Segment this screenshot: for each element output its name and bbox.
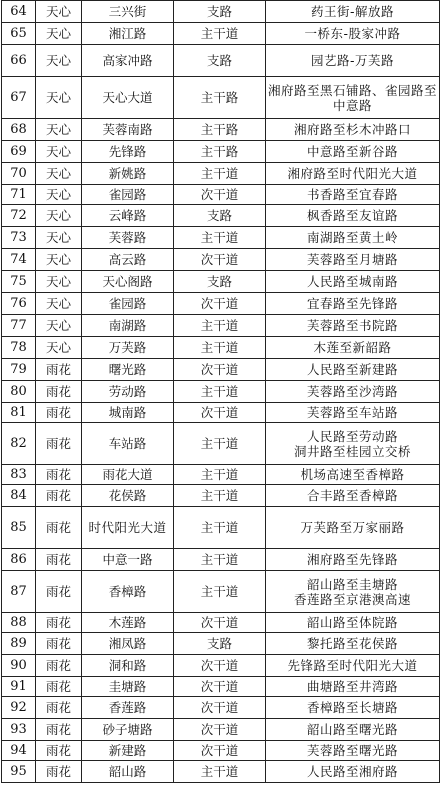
table-row	[2, 423, 440, 465]
road-name-cell: 圭塘路	[82, 677, 174, 697]
road-name-cell: 天心阁路	[82, 271, 174, 293]
table-row	[2, 205, 440, 227]
road-grade-cell: 主干路	[174, 141, 266, 163]
road-name-cell: 花侯路	[82, 485, 174, 507]
district-cell: 天心	[36, 77, 82, 119]
district-cell: 天心	[36, 293, 82, 315]
road-section-cell: 芙蓉路至曙光路	[266, 741, 440, 761]
road-name-cell: 雨花大道	[82, 465, 174, 485]
row-number: 93	[2, 719, 36, 741]
table-row	[2, 485, 440, 507]
road-section-cell: 枫香路至友谊路	[266, 205, 440, 227]
table-row	[2, 359, 440, 381]
road-name-cell: 雀园路	[82, 293, 174, 315]
road-section-cell: 韶山路至圭塘路 香莲路至京港澳高速	[266, 571, 440, 613]
table-row	[2, 337, 440, 359]
road-name-cell: 中意一路	[82, 549, 174, 571]
road-grade-cell: 次干道	[174, 359, 266, 381]
road-name-cell: 时代阳光大道	[82, 507, 174, 549]
row-number: 85	[2, 507, 36, 549]
road-grade-cell: 主干道	[174, 549, 266, 571]
district-cell: 雨花	[36, 677, 82, 697]
row-number: 64	[2, 1, 36, 23]
road-grade-cell: 次干道	[174, 249, 266, 271]
table-row	[2, 315, 440, 337]
row-number: 70	[2, 163, 36, 185]
road-section-cell: 黎托路至花侯路	[266, 633, 440, 655]
road-grade-cell: 支路	[174, 45, 266, 77]
road-grade-cell: 支路	[174, 271, 266, 293]
road-grade-cell: 次干道	[174, 613, 266, 633]
road-name-cell: 砂子塘路	[82, 719, 174, 741]
district-cell: 天心	[36, 1, 82, 23]
district-cell: 雨花	[36, 741, 82, 761]
district-cell: 天心	[36, 119, 82, 141]
table-row	[2, 77, 440, 119]
road-grade-cell: 次干道	[174, 403, 266, 423]
row-number: 90	[2, 655, 36, 677]
road-section-cell: 湘府路至黑石铺路、雀园路至中意路	[266, 77, 440, 119]
road-grade-cell: 主干道	[174, 163, 266, 185]
road-section-cell: 芙蓉路至月塘路	[266, 249, 440, 271]
district-cell: 天心	[36, 315, 82, 337]
road-name-cell: 万芙路	[82, 337, 174, 359]
row-number: 88	[2, 613, 36, 633]
road-name-cell: 洞和路	[82, 655, 174, 677]
district-cell: 天心	[36, 185, 82, 205]
road-section-cell: 湘府路至杉木冲路口	[266, 119, 440, 141]
road-section-cell: 芙蓉路至车站路	[266, 403, 440, 423]
road-section-cell: 药王街-解放路	[266, 1, 440, 23]
row-number: 69	[2, 141, 36, 163]
district-cell: 天心	[36, 205, 82, 227]
district-cell: 雨花	[36, 359, 82, 381]
road-name-cell: 城南路	[82, 403, 174, 423]
district-cell: 雨花	[36, 571, 82, 613]
road-table-body	[2, 1, 440, 783]
row-number: 82	[2, 423, 36, 465]
road-section-cell: 湘府路至时代阳光大道	[266, 163, 440, 185]
road-section-cell: 先锋路至时代阳光大道	[266, 655, 440, 677]
road-grade-cell: 次干道	[174, 185, 266, 205]
row-number: 67	[2, 77, 36, 119]
road-grade-cell: 主干道	[174, 337, 266, 359]
district-cell: 雨花	[36, 761, 82, 783]
road-section-cell: 曲塘路至井湾路	[266, 677, 440, 697]
road-name-cell: 云峰路	[82, 205, 174, 227]
district-cell: 雨花	[36, 613, 82, 633]
table-row	[2, 549, 440, 571]
table-row	[2, 1, 440, 23]
road-grade-cell: 支路	[174, 633, 266, 655]
road-section-cell: 湘府路至先锋路	[266, 549, 440, 571]
table-row	[2, 633, 440, 655]
road-name-cell: 南湖路	[82, 315, 174, 337]
district-cell: 雨花	[36, 423, 82, 465]
road-name-cell: 芙蓉路	[82, 227, 174, 249]
table-row	[2, 227, 440, 249]
road-section-cell: 机场高速至香樟路	[266, 465, 440, 485]
road-name-cell: 天心大道	[82, 77, 174, 119]
road-name-cell: 木莲路	[82, 613, 174, 633]
row-number: 86	[2, 549, 36, 571]
road-section-cell: 韶山路至体院路	[266, 613, 440, 633]
road-section-cell: 园艺路-万芙路	[266, 45, 440, 77]
row-number: 84	[2, 485, 36, 507]
road-name-cell: 车站路	[82, 423, 174, 465]
district-cell: 天心	[36, 271, 82, 293]
district-cell: 雨花	[36, 507, 82, 549]
road-section-cell: 芙蓉路至书院路	[266, 315, 440, 337]
road-section-cell: 韶山路至曙光路	[266, 719, 440, 741]
table-row	[2, 761, 440, 783]
row-number: 76	[2, 293, 36, 315]
table-row	[2, 141, 440, 163]
road-grade-cell: 主干道	[174, 381, 266, 403]
road-name-cell: 曙光路	[82, 359, 174, 381]
road-name-cell: 高家冲路	[82, 45, 174, 77]
road-grade-cell: 次干道	[174, 719, 266, 741]
road-grade-cell: 主干道	[174, 507, 266, 549]
district-cell: 雨花	[36, 655, 82, 677]
road-section-cell: 芙蓉路至沙湾路	[266, 381, 440, 403]
district-cell: 天心	[36, 163, 82, 185]
road-name-cell: 先锋路	[82, 141, 174, 163]
road-name-cell: 新姚路	[82, 163, 174, 185]
table-row	[2, 697, 440, 719]
road-table	[1, 0, 440, 783]
row-number: 81	[2, 403, 36, 423]
road-name-cell: 新建路	[82, 741, 174, 761]
road-grade-cell: 主干路	[174, 77, 266, 119]
road-name-cell: 三兴街	[82, 1, 174, 23]
district-cell: 雨花	[36, 465, 82, 485]
row-number: 95	[2, 761, 36, 783]
row-number: 78	[2, 337, 36, 359]
row-number: 80	[2, 381, 36, 403]
road-name-cell: 香樟路	[82, 571, 174, 613]
road-grade-cell: 支路	[174, 1, 266, 23]
row-number: 71	[2, 185, 36, 205]
district-cell: 天心	[36, 249, 82, 271]
road-section-cell: 人民路至城南路	[266, 271, 440, 293]
row-number: 75	[2, 271, 36, 293]
road-grade-cell: 次干道	[174, 741, 266, 761]
district-cell: 天心	[36, 337, 82, 359]
road-section-cell: 南湖路至黄土岭	[266, 227, 440, 249]
road-section-cell: 万芙路至万家丽路	[266, 507, 440, 549]
road-grade-cell: 主干道	[174, 465, 266, 485]
district-cell: 雨花	[36, 719, 82, 741]
road-section-cell: 人民路至湘府路	[266, 761, 440, 783]
road-grade-cell: 次干道	[174, 677, 266, 697]
table-row	[2, 163, 440, 185]
row-number: 74	[2, 249, 36, 271]
road-grade-cell: 支路	[174, 205, 266, 227]
road-grade-cell: 主干道	[174, 23, 266, 45]
road-name-cell: 雀园路	[82, 185, 174, 205]
road-section-cell: 人民路至新建路	[266, 359, 440, 381]
road-section-cell: 人民路至劳动路 洞井路至桂园立交桥	[266, 423, 440, 465]
road-grade-cell: 主干道	[174, 227, 266, 249]
table-row	[2, 465, 440, 485]
table-row	[2, 677, 440, 697]
district-cell: 天心	[36, 227, 82, 249]
table-row	[2, 571, 440, 613]
row-number: 91	[2, 677, 36, 697]
row-number: 89	[2, 633, 36, 655]
road-section-cell: 香樟路至长塘路	[266, 697, 440, 719]
road-grade-cell: 主干道	[174, 485, 266, 507]
road-name-cell: 芙蓉南路	[82, 119, 174, 141]
road-section-cell: 合丰路至香樟路	[266, 485, 440, 507]
row-number: 66	[2, 45, 36, 77]
row-number: 65	[2, 23, 36, 45]
table-row	[2, 741, 440, 761]
table-row	[2, 293, 440, 315]
table-row	[2, 381, 440, 403]
road-grade-cell: 主干路	[174, 119, 266, 141]
row-number: 92	[2, 697, 36, 719]
road-section-cell: 木莲至新韶路	[266, 337, 440, 359]
district-cell: 雨花	[36, 697, 82, 719]
district-cell: 天心	[36, 23, 82, 45]
table-row	[2, 119, 440, 141]
table-row	[2, 185, 440, 205]
row-number: 73	[2, 227, 36, 249]
row-number: 87	[2, 571, 36, 613]
road-name-cell: 湘江路	[82, 23, 174, 45]
district-cell: 雨花	[36, 381, 82, 403]
road-name-cell: 香莲路	[82, 697, 174, 719]
road-section-cell: 一桥东-股家冲路	[266, 23, 440, 45]
table-row	[2, 719, 440, 741]
row-number: 83	[2, 465, 36, 485]
road-section-cell: 中意路至新谷路	[266, 141, 440, 163]
road-grade-cell: 主干道	[174, 315, 266, 337]
road-section-cell: 宜春路至先锋路	[266, 293, 440, 315]
table-row	[2, 403, 440, 423]
district-cell: 天心	[36, 141, 82, 163]
road-name-cell: 劳动路	[82, 381, 174, 403]
row-number: 68	[2, 119, 36, 141]
row-number: 79	[2, 359, 36, 381]
table-row	[2, 45, 440, 77]
road-grade-cell: 主干道	[174, 571, 266, 613]
road-grade-cell: 次干道	[174, 697, 266, 719]
table-row	[2, 271, 440, 293]
road-name-cell: 高云路	[82, 249, 174, 271]
table-row	[2, 23, 440, 45]
road-name-cell: 湘凤路	[82, 633, 174, 655]
district-cell: 雨花	[36, 633, 82, 655]
district-cell: 雨花	[36, 549, 82, 571]
road-grade-cell: 次干道	[174, 655, 266, 677]
table-row	[2, 249, 440, 271]
table-row	[2, 655, 440, 677]
road-grade-cell: 次干道	[174, 293, 266, 315]
table-row	[2, 613, 440, 633]
row-number: 77	[2, 315, 36, 337]
district-cell: 雨花	[36, 485, 82, 507]
road-name-cell: 韶山路	[82, 761, 174, 783]
district-cell: 天心	[36, 45, 82, 77]
row-number: 94	[2, 741, 36, 761]
district-cell: 雨花	[36, 403, 82, 423]
table-row	[2, 507, 440, 549]
road-section-cell: 书香路至宜春路	[266, 185, 440, 205]
row-number: 72	[2, 205, 36, 227]
road-grade-cell: 主干道	[174, 761, 266, 783]
road-grade-cell: 主干道	[174, 423, 266, 465]
